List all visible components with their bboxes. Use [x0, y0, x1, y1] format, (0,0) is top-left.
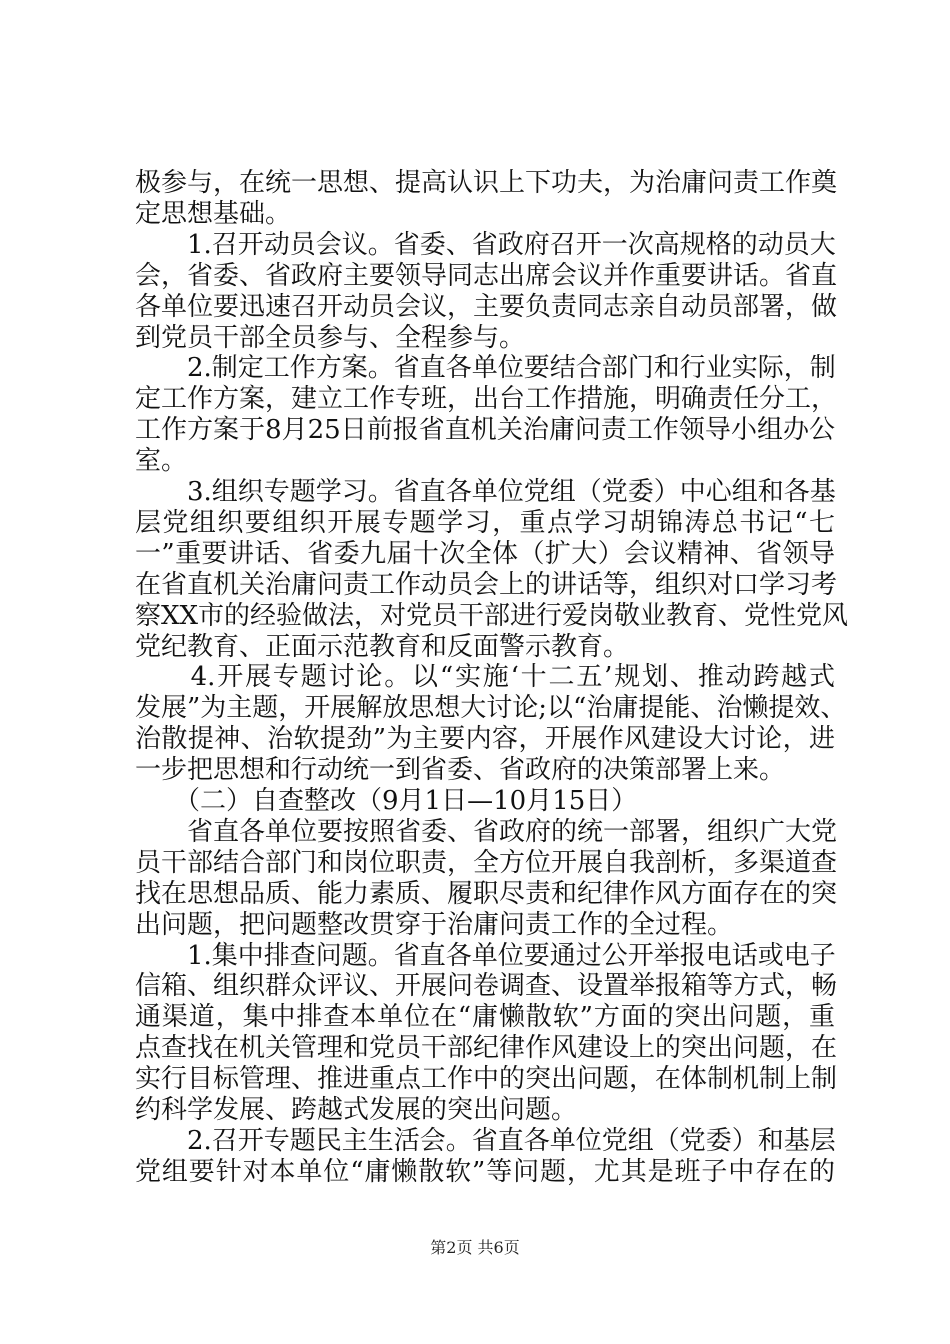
text-line: 工作方案于8月25日前报省直机关治庸问责工作领导小组办公 — [135, 415, 835, 446]
text-line: 省直各单位要按照省委、省政府的统一部署，组织广大党 — [135, 816, 838, 847]
text-line: 2.召开专题民主生活会。省直各单位党组（党委）和基层 — [135, 1125, 836, 1156]
text-line: 约科学发展、跨越式发展的突出问题。 — [135, 1095, 578, 1125]
text-line: 1.召开动员会议。省委、省政府召开一次高规格的动员大 — [135, 229, 836, 260]
text-line: （二）自查整改（9月1日—10月15日） — [135, 786, 638, 816]
text-line: 员干部结合部门和岗位职责，全方位开展自我剖析，多渠道查 — [135, 847, 838, 878]
text-line: 在省直机关治庸问责工作动员会上的讲话等，组织对口学习考 — [135, 569, 838, 600]
text-line: 1.集中排查问题。省直各单位要通过公开举报电话或电子 — [135, 940, 836, 971]
text-line: 出问题，把问题整改贯穿于治庸问责工作的全过程。 — [135, 909, 734, 940]
text-line: 2.制定工作方案。省直各单位要结合部门和行业实际，制 — [135, 353, 836, 384]
text-line: 3.组织专题学习。省直各单位党组（党委）中心组和各基 — [135, 477, 836, 507]
text-line: 一”重要讲话、省委九届十次全体（扩大）会议精神、省领导 — [135, 538, 835, 569]
text-line: 发展”为主题，开展解放思想大讨论;以“治庸提能、治懒提效、 — [135, 693, 847, 724]
text-line: 室。 — [135, 446, 188, 477]
text-line: 察XX市的经验做法，对党员干部进行爱岗敬业教育、党性党风 — [135, 600, 849, 631]
text-line: 极参与，在统一思想、提高认识上下功夫，为治庸问责工作奠 — [135, 168, 838, 198]
text-line: 到党员干部全员参与、全程参与。 — [135, 322, 526, 353]
text-line: 党组要针对本单位“庸懒散软”等问题，尤其是班子中存在的 — [135, 1156, 835, 1187]
text-line: 定工作方案，建立工作专班，出台工作措施，明确责任分工， — [135, 384, 838, 415]
text-line: 4.开展专题讨论。以“实施‘十二五’规划、推动跨越式 — [135, 662, 835, 693]
text-line: 各单位要迅速召开动员会议，主要负责同志亲自动员部署，做 — [135, 291, 838, 322]
text-line: 党纪教育、正面示范教育和反面警示教育。 — [135, 631, 630, 662]
page-footer: 第2页 共6页 — [430, 1238, 520, 1257]
text-line: 实行目标管理、推进重点工作中的突出问题，在体制机制上制 — [135, 1064, 838, 1095]
text-line: 定思想基础。 — [135, 198, 292, 229]
text-line: 治散提神、治软提劲”为主要内容，开展作风建设大讨论，进 — [135, 724, 835, 755]
text-line: 通渠道，集中排查本单位在“庸懒散软”方面的突出问题，重 — [135, 1002, 835, 1033]
text-line: 点查找在机关管理和党员干部纪律作风建设上的突出问题，在 — [135, 1033, 838, 1064]
text-line: 找在思想品质、能力素质、履职尽责和纪律作风方面存在的突 — [135, 878, 838, 909]
text-line: 一步把思想和行动统一到省委、省政府的决策部署上来。 — [135, 755, 786, 786]
text-line: 会，省委、省政府主要领导同志出席会议并作重要讲话。省直 — [135, 260, 838, 291]
text-line: 层党组织要组织开展专题学习，重点学习胡锦涛总书记“七 — [135, 507, 835, 538]
text-line: 信箱、组织群众评议、开展问卷调查、设置举报箱等方式，畅 — [135, 971, 838, 1002]
